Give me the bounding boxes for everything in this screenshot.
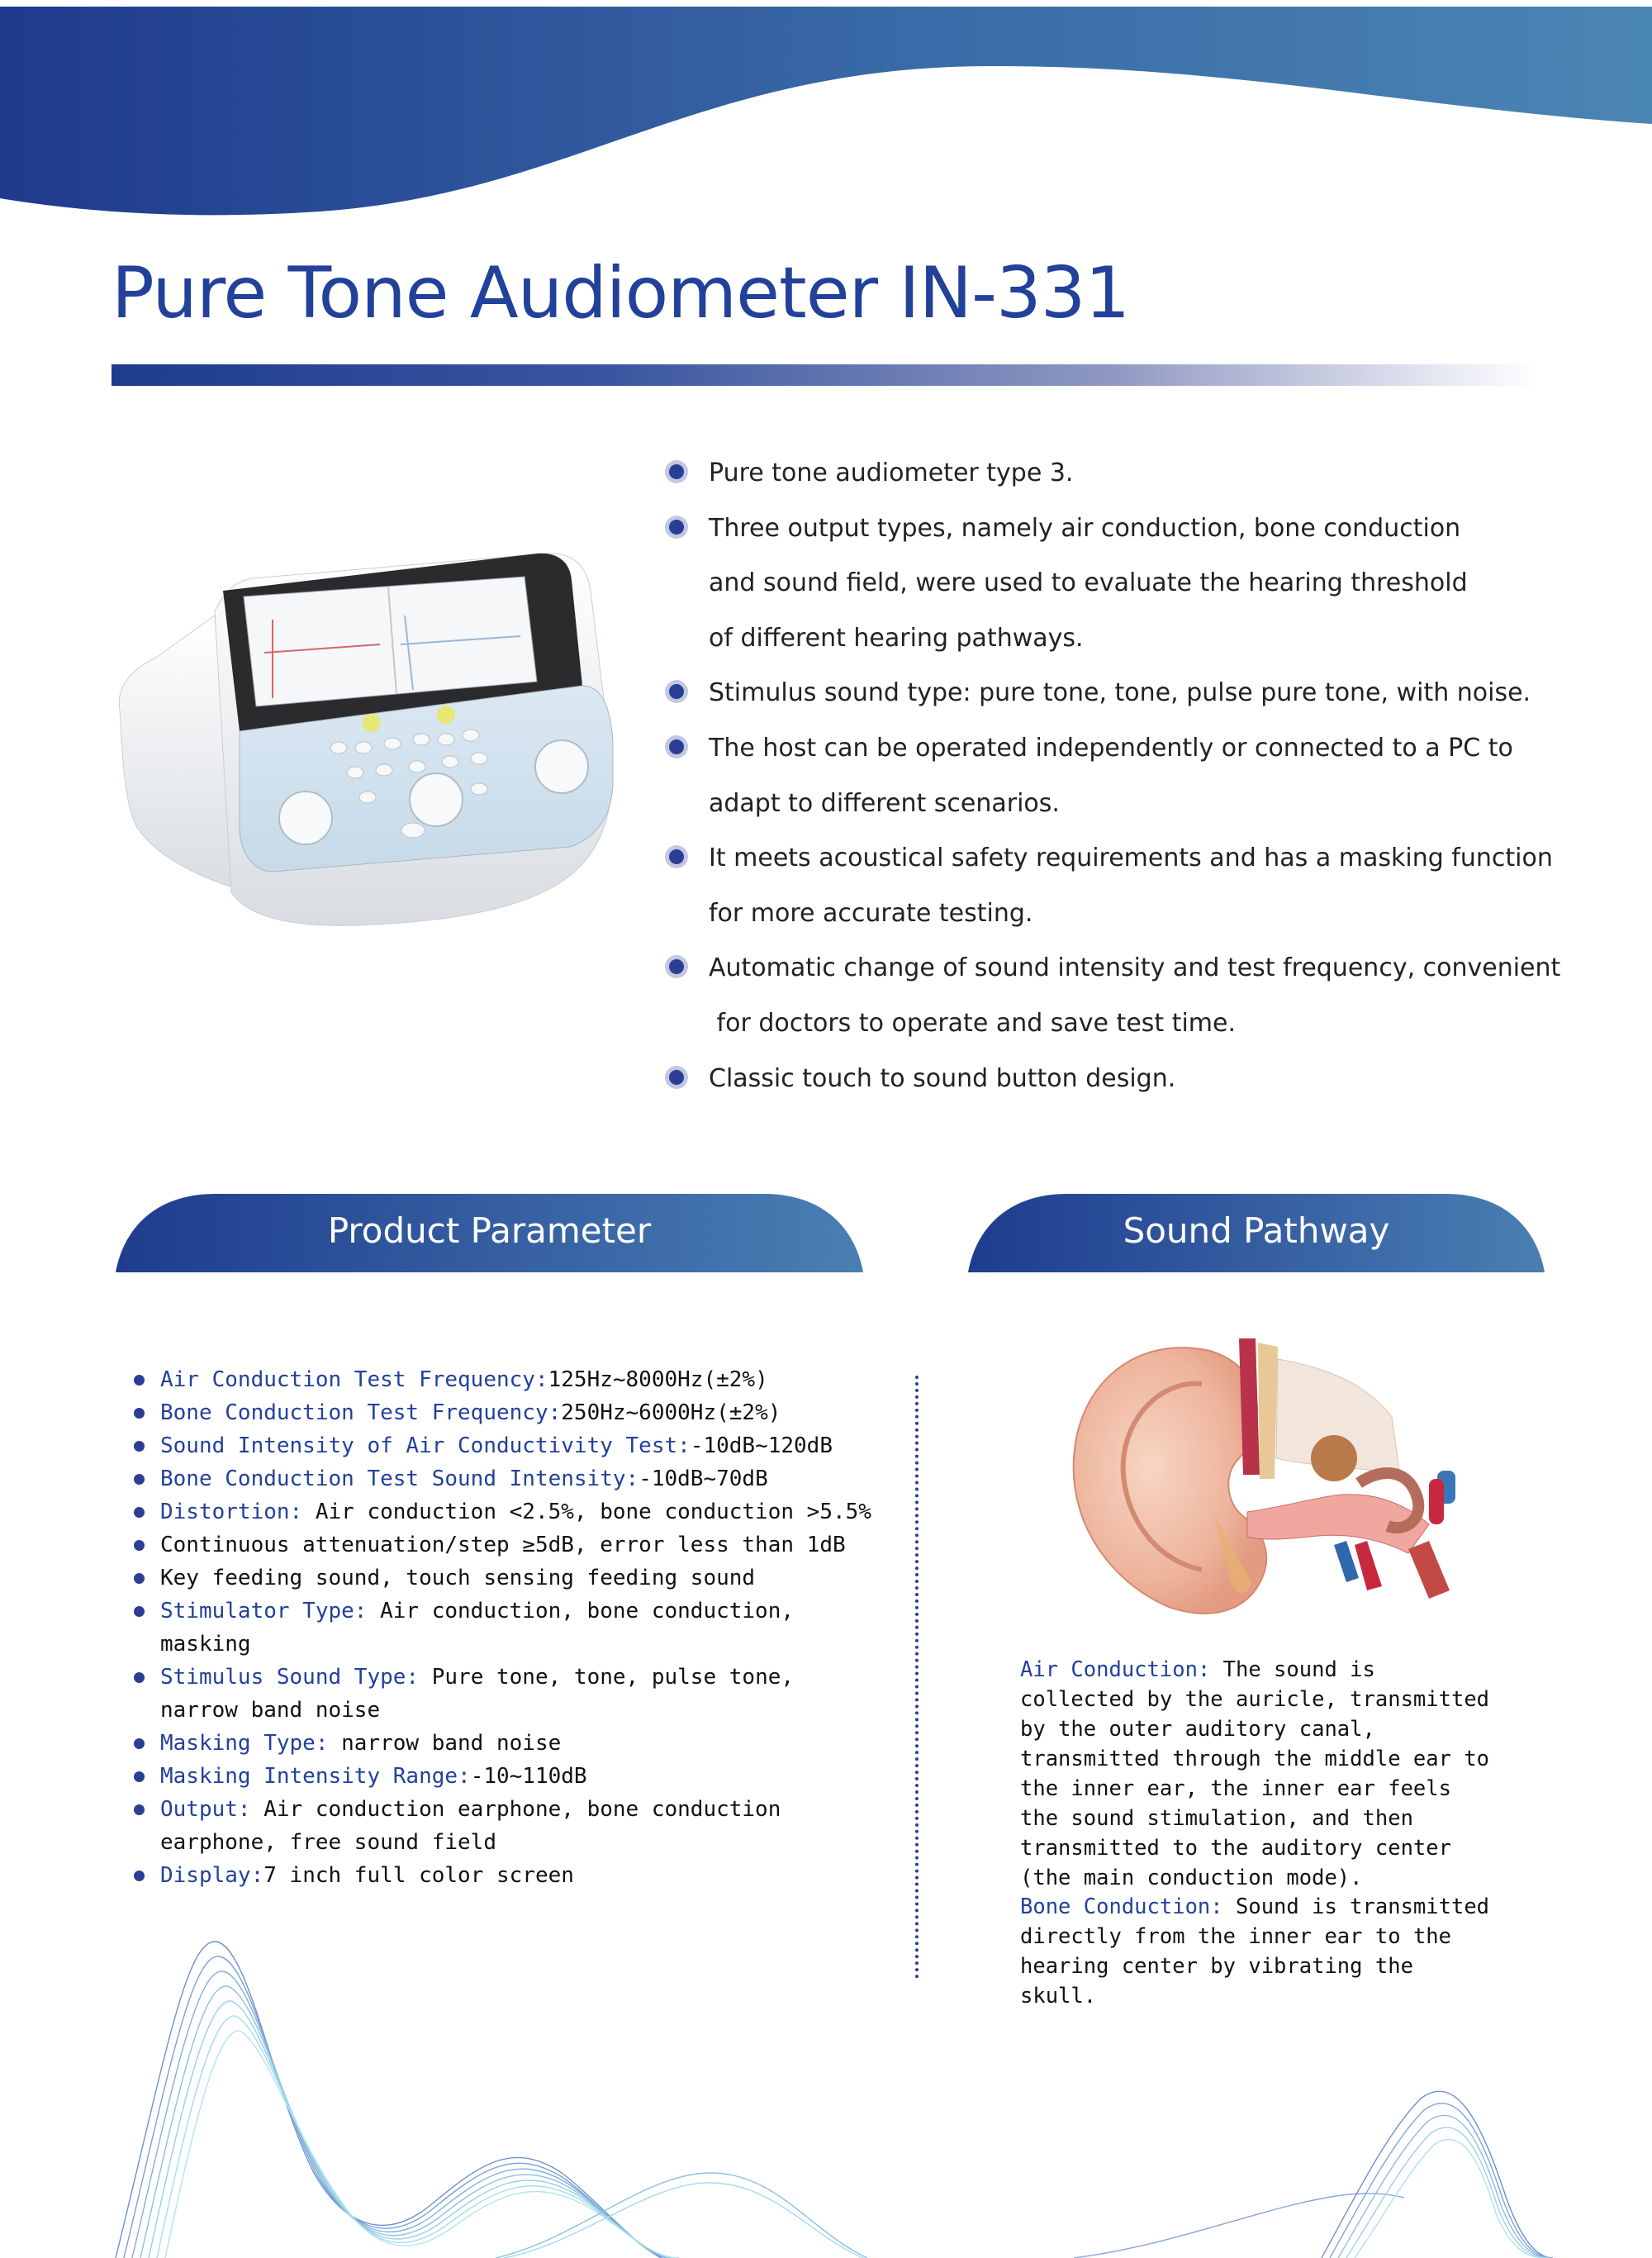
parameter-item: Output: Air conduction earphone, bone conduction earphone, free sound field [132,1793,876,1859]
parameter-item: Stimulus Sound Type: Pure tone, tone, pulse tone, narrow band noise [132,1661,876,1727]
bullet-icon [134,1871,145,1881]
feature-item: Classic touch to sound button design. [667,1052,1576,1107]
column-divider [915,1376,919,1979]
parameter-item: Masking Intensity Range:-10~110dB [132,1760,876,1793]
feature-item-continuation: for more accurate testing. [709,898,1033,928]
audiometer-device-image [107,545,653,942]
sound-pathway-header [968,1194,1545,1272]
section-title: Product Parameter [327,1210,652,1251]
bullet-icon [134,1804,145,1815]
feature-item: Stimulus sound type: pure tone, tone, pulse pure tone, with noise. [667,666,1576,721]
air-conduction-description: Air Conduction: The sound is collected by the auricle, transmitted by the outer auditory canal, transmitted through the middle ear to the inner ear, the inner ear feels the sound stimulation, and then transmitted to the auditory center (the main conduction mode). [1020,1657,1502,1890]
bullet-icon [669,959,684,974]
parameter-item: Key feeding sound, touch sensing feeding sound [132,1562,876,1595]
feature-item-continuation: of different hearing pathways. [709,623,1084,653]
bullet-icon [134,1540,145,1551]
product-parameter-header [116,1194,863,1272]
feature-item-continuation: for doctors to operate and save test time. [709,1008,1237,1038]
bullet-icon [134,1606,145,1617]
bullet-icon [134,1507,145,1518]
bullet-icon [669,520,684,535]
parameter-list [132,1363,876,1892]
bullet-icon [134,1738,145,1749]
ear-anatomy-image [1061,1334,1474,1623]
feature-item: The host can be operated independently or connected to a PC to [667,721,1576,777]
parameter-item: Display:7 inch full color screen [132,1859,876,1892]
parameter-item: Bone Conduction Test Sound Intensity:-10dB~70dB [132,1462,876,1495]
feature-item-continuation: adapt to different scenarios. [709,788,1060,818]
feature-item-continuation: and sound field, were used to evaluate the hearing threshold [709,568,1468,598]
bullet-icon [134,1771,145,1782]
section-title: Sound Pathway [1123,1210,1390,1251]
header-wave-banner [0,0,1652,223]
parameter-item: Continuous attenuation/step ≥5dB, error less than 1dB [132,1528,876,1562]
bullet-icon [134,1408,145,1419]
feature-item: Pure tone audiometer type 3. [667,446,1576,502]
feature-item: It meets acoustical safety requirements and has a masking function [667,831,1576,887]
decorative-wave-lines [0,1925,1652,2258]
bullet-icon [669,464,684,479]
feature-item: Three output types, namely air conduction, bone conduction [667,502,1576,557]
parameter-item: Distortion: Air conduction <2.5%, bone conduction >5.5% [132,1495,876,1528]
bone-conduction-description: Bone Conduction: Sound is transmitted directly from the inner ear to the hearing center by vibrating the skull. [1020,1894,1502,2008]
bullet-icon [134,1672,145,1683]
bullet-icon [134,1573,145,1584]
bullet-icon [134,1375,145,1386]
page-title: Pure Tone Audiometer IN-331 [112,252,1130,335]
title-underline [112,364,1539,386]
bullet-icon [134,1474,145,1485]
parameter-item: Masking Type: narrow band noise [132,1727,876,1760]
feature-item: Automatic change of sound intensity and test frequency, convenient [667,941,1576,996]
bullet-icon [669,739,684,754]
parameter-item: Air Conduction Test Frequency:125Hz~8000Hz(±2%) [132,1363,876,1396]
bullet-icon [669,1070,684,1085]
bullet-icon [669,684,684,699]
parameter-item: Stimulator Type: Air conduction, bone conduction, masking [132,1595,876,1661]
feature-list [667,446,1576,1106]
bullet-icon [134,1441,145,1452]
bullet-icon [669,849,684,864]
parameter-item: Bone Conduction Test Frequency:250Hz~6000Hz(±2%) [132,1396,876,1429]
parameter-item: Sound Intensity of Air Conductivity Test:-10dB~120dB [132,1429,876,1462]
